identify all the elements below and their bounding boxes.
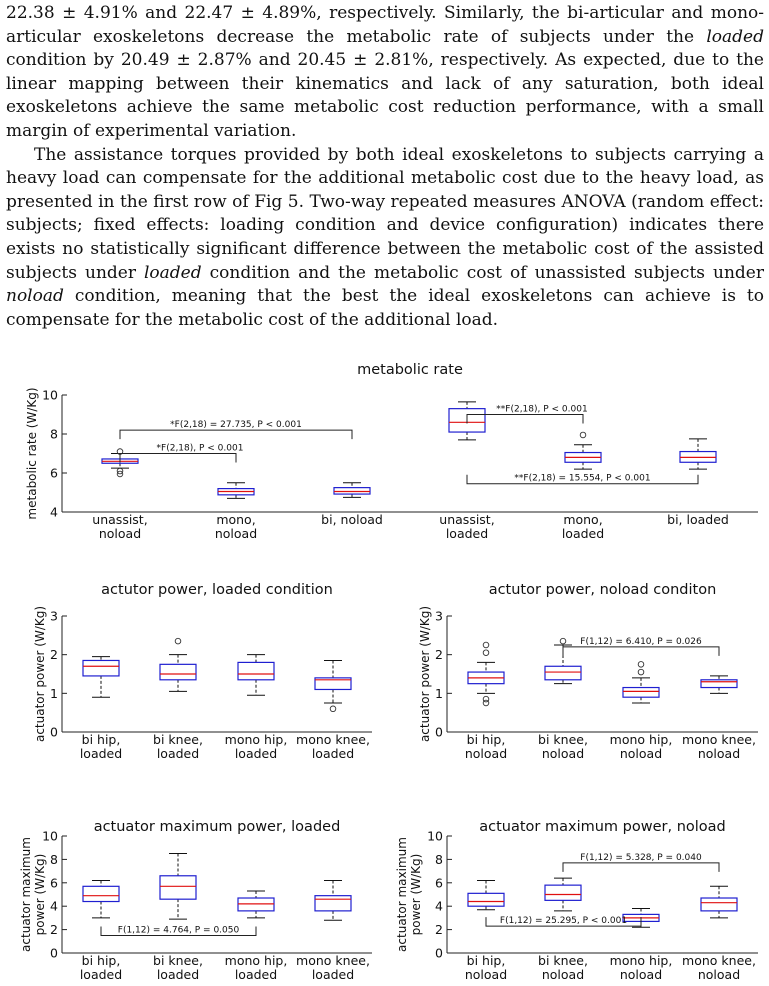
box bbox=[160, 664, 196, 679]
text-run: loaded bbox=[143, 262, 202, 283]
box bbox=[545, 885, 581, 900]
y-tick-label: 2 bbox=[435, 647, 443, 663]
category-label: loaded bbox=[234, 967, 278, 982]
category-label: loaded bbox=[234, 746, 278, 761]
significance-label: *F(2,18) = 27.735, P < 0.001 bbox=[170, 420, 302, 431]
y-tick-label: 3 bbox=[435, 608, 443, 624]
category-label: loaded bbox=[311, 746, 355, 761]
category-label: mono hip, bbox=[224, 953, 288, 968]
outlier bbox=[483, 650, 489, 656]
chart-title: actutor power, noload conditon bbox=[488, 582, 717, 598]
text-run: 22.38 ± 4.91% and 22.47 ± 4.89%, respectively. Similarly, the bi-articular and mono-articular exoskeletons decrease the metabolic rate of subjects under the bbox=[6, 3, 764, 47]
significance-bracket bbox=[120, 430, 352, 439]
y-tick-label: 6 bbox=[50, 465, 58, 481]
significance-label: **F(2,18) = 15.554, P < 0.001 bbox=[514, 473, 651, 484]
y-tick-label: 0 bbox=[435, 945, 443, 961]
box bbox=[238, 662, 274, 679]
category-label: mono hip, bbox=[609, 732, 673, 747]
box bbox=[701, 898, 737, 911]
text-run: condition, meaning that the best the ideal exoskeletons can achieve is to compensate for the metabolic cost of the additional load. bbox=[6, 286, 764, 330]
outlier bbox=[580, 432, 586, 438]
text-run: noload bbox=[6, 286, 64, 307]
outlier bbox=[175, 638, 181, 644]
significance-label: F(1,12) = 4.764, P = 0.050 bbox=[117, 925, 240, 936]
y-axis-label: actuator power (W/Kg) bbox=[33, 605, 47, 743]
category-label: loaded bbox=[79, 967, 123, 982]
box bbox=[545, 666, 581, 680]
y-axis-label: power (W/Kg) bbox=[409, 853, 423, 936]
text-run: loaded bbox=[706, 26, 764, 47]
box bbox=[623, 688, 659, 698]
category-label: bi knee, bbox=[153, 953, 203, 968]
y-tick-label: 4 bbox=[50, 504, 58, 520]
category-label: noload bbox=[214, 526, 258, 541]
category-label: loaded bbox=[445, 526, 489, 541]
box bbox=[334, 488, 370, 494]
category-label: loaded bbox=[79, 746, 123, 761]
category-label: bi knee, bbox=[538, 953, 588, 968]
y-axis-label: metabolic rate (W/Kg) bbox=[25, 387, 39, 520]
outlier bbox=[560, 638, 566, 644]
category-label: mono knee, bbox=[682, 953, 756, 968]
significance-label: F(1,12) = 6.410, P = 0.026 bbox=[580, 636, 702, 647]
significance-label: F(1,12) = 25.295, P < 0.001 bbox=[499, 916, 628, 927]
significance-bracket bbox=[563, 863, 719, 872]
y-tick-label: 2 bbox=[50, 647, 58, 663]
text-run: The assistance torques provided by both ideal exoskeletons to subjects carrying a heavy load can compensate for the additional metabolic cost due to the heavy load, as presented in the first row of Fig 5. Two-way repeated measures ANOVA (random effect: subjects; fixed effects: loading condition and device configuration) indicates there exists no statistically significant difference between the metabolic cost of the assisted subjects under bbox=[6, 144, 764, 283]
category-label: bi, noload bbox=[321, 512, 383, 527]
category-label: bi hip, bbox=[81, 953, 121, 968]
significance-label: **F(2,18), P < 0.001 bbox=[496, 404, 588, 415]
category-label: mono, bbox=[216, 512, 256, 527]
y-tick-label: 1 bbox=[435, 685, 443, 701]
y-tick-label: 6 bbox=[435, 875, 443, 891]
category-label: mono, bbox=[563, 512, 603, 527]
y-axis-label: actuator maximum bbox=[395, 837, 409, 952]
chart-title: metabolic rate bbox=[357, 362, 463, 378]
y-tick-label: 10 bbox=[42, 387, 58, 403]
category-label: mono hip, bbox=[609, 953, 673, 968]
y-tick-label: 2 bbox=[50, 922, 58, 938]
box bbox=[315, 896, 351, 911]
y-tick-label: 0 bbox=[435, 724, 443, 740]
y-tick-label: 10 bbox=[42, 828, 58, 844]
category-label: loaded bbox=[156, 746, 200, 761]
category-label: noload bbox=[541, 746, 585, 761]
category-label: mono hip, bbox=[224, 732, 288, 747]
chart-title: actuator maximum power, noload bbox=[479, 819, 726, 835]
category-label: loaded bbox=[311, 967, 355, 982]
category-label: loaded bbox=[156, 967, 200, 982]
text-run: condition by 20.49 ± 2.87% and 20.45 ± 2.81%, respectively. As expected, due to the linear mapping between their kinematics and lack of any saturation, both ideal exoskeletons achieve the same metabolic cost reduction performance, with a small margin of experimental variation. bbox=[6, 50, 764, 141]
category-label: bi knee, bbox=[153, 732, 203, 747]
category-label: bi hip, bbox=[81, 732, 121, 747]
chart-title: actuator maximum power, loaded bbox=[93, 819, 341, 835]
box bbox=[160, 876, 196, 899]
category-label: bi hip, bbox=[466, 732, 506, 747]
outlier bbox=[638, 662, 644, 668]
y-tick-label: 3 bbox=[50, 608, 58, 624]
category-label: bi knee, bbox=[538, 732, 588, 747]
category-label: mono knee, bbox=[296, 953, 370, 968]
y-tick-label: 0 bbox=[50, 945, 58, 961]
category-label: bi hip, bbox=[466, 953, 506, 968]
category-label: noload bbox=[98, 526, 142, 541]
y-tick-label: 4 bbox=[435, 898, 443, 914]
category-label: noload bbox=[697, 746, 741, 761]
category-label: unassist, bbox=[439, 512, 495, 527]
box bbox=[468, 893, 504, 906]
y-tick-label: 2 bbox=[435, 922, 443, 938]
category-label: noload bbox=[697, 967, 741, 982]
category-label: mono knee, bbox=[296, 732, 370, 747]
category-label: noload bbox=[464, 967, 508, 982]
box bbox=[83, 886, 119, 901]
significance-label: F(1,12) = 5.328, P = 0.040 bbox=[580, 852, 702, 863]
chart-title: actutor power, loaded condition bbox=[101, 582, 333, 598]
outlier bbox=[483, 642, 489, 648]
y-tick-label: 8 bbox=[50, 851, 58, 867]
category-label: loaded bbox=[561, 526, 605, 541]
y-tick-label: 4 bbox=[50, 898, 58, 914]
y-tick-label: 1 bbox=[50, 685, 58, 701]
y-tick-label: 8 bbox=[50, 426, 58, 442]
category-label: mono knee, bbox=[682, 732, 756, 747]
significance-bracket bbox=[563, 647, 719, 656]
box bbox=[701, 680, 737, 688]
category-label: noload bbox=[619, 967, 663, 982]
y-axis-label: actuator maximum bbox=[19, 837, 33, 952]
y-axis-label: power (W/Kg) bbox=[33, 853, 47, 936]
box bbox=[83, 660, 119, 675]
y-tick-label: 10 bbox=[427, 828, 443, 844]
category-label: unassist, bbox=[92, 512, 148, 527]
y-tick-label: 8 bbox=[435, 851, 443, 867]
category-label: noload bbox=[464, 746, 508, 761]
y-tick-label: 0 bbox=[50, 724, 58, 740]
outlier bbox=[330, 706, 336, 712]
category-label: noload bbox=[619, 746, 663, 761]
significance-label: *F(2,18), P < 0.001 bbox=[156, 443, 244, 454]
category-label: bi, loaded bbox=[667, 512, 729, 527]
y-axis-label: actuator power (W/Kg) bbox=[418, 605, 432, 743]
outlier bbox=[483, 696, 489, 702]
y-tick-label: 6 bbox=[50, 875, 58, 891]
category-label: noload bbox=[541, 967, 585, 982]
outlier bbox=[638, 669, 644, 675]
text-run: condition and the metabolic cost of unassisted subjects under bbox=[201, 262, 764, 283]
